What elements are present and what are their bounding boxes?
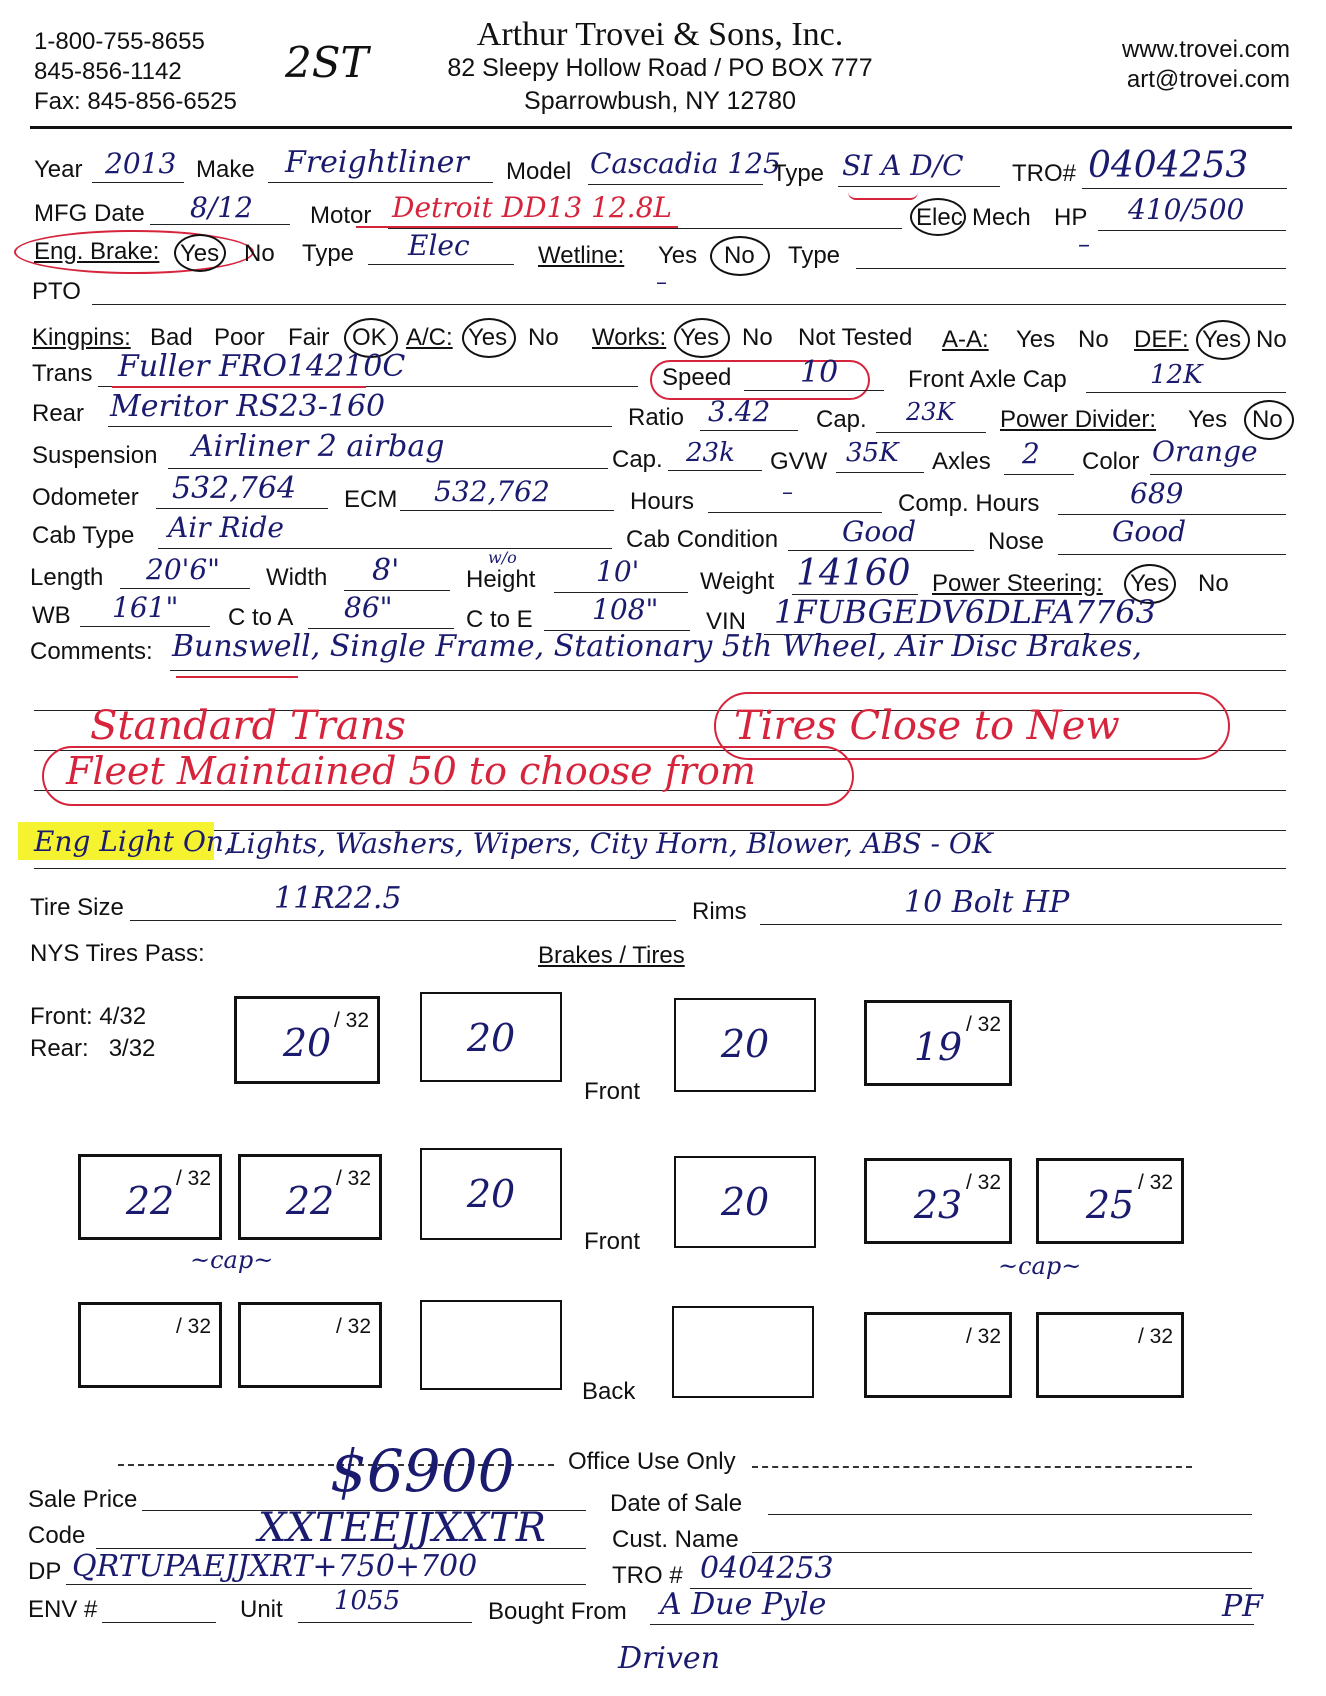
note-standard-trans: Standard Trans [90, 703, 406, 749]
header-divider [30, 126, 1292, 129]
suspension-cap-label: Cap. [612, 446, 663, 473]
tire-depth-value: 20 [466, 1172, 516, 1216]
note-fleet-maintained: Fleet Maintained 50 to choose from [66, 749, 756, 793]
rear-label: Rear [32, 400, 85, 427]
eng-light-on: Eng Light On, [34, 825, 233, 858]
def-label: DEF: [1134, 326, 1189, 353]
vin-label: VIN [706, 608, 747, 635]
c-to-a-value[interactable]: 86" [344, 591, 393, 624]
mech-option[interactable]: Mech [972, 204, 1031, 231]
aa-label: A-A: [942, 326, 989, 353]
type-value[interactable]: SI A D/C [842, 149, 964, 182]
note-tires-close-to-new: Tires Close to New [734, 703, 1120, 749]
per-32-label: / 32 [965, 1171, 1001, 1194]
weight-label: Weight [700, 568, 775, 595]
comp-hours-value[interactable]: 689 [1130, 477, 1184, 510]
wetline-yes[interactable]: Yes [658, 242, 698, 269]
initials: PF [1222, 1589, 1264, 1624]
back-label: Back [582, 1378, 636, 1405]
rear-cap-value[interactable]: 23K [906, 398, 955, 426]
fax-number: Fax: 845-856-6525 [34, 88, 237, 115]
front-axle-cap-label: Front Axle Cap [908, 366, 1067, 393]
speed-label: Speed [662, 364, 732, 391]
hp-dash: – [1078, 230, 1090, 258]
company-address-1: 82 Sleepy Hollow Road / PO BOX 777 [447, 54, 873, 82]
ratio-value[interactable]: 3.42 [708, 395, 771, 428]
tire-box-r2-6[interactable] [1036, 1158, 1184, 1244]
company-name: Arthur Trovei & Sons, Inc. [476, 16, 844, 53]
year-label: Year [34, 156, 83, 183]
tire-box-r2-1[interactable] [78, 1154, 222, 1240]
driven-note: Driven [618, 1641, 721, 1676]
cap-note-left: ~cap~ [190, 1246, 274, 1274]
make-value[interactable]: Freightliner [285, 145, 469, 180]
width-value[interactable]: 8' [372, 553, 400, 588]
eng-brake-yes[interactable]: Yes [180, 240, 220, 267]
wb-label: WB [32, 602, 71, 629]
model-label: Model [506, 158, 572, 185]
per-32-label: / 32 [965, 1013, 1001, 1036]
odometer-label: Odometer [32, 484, 139, 511]
nys-tires-pass-label: NYS Tires Pass: [30, 940, 205, 967]
front-axle-cap-value[interactable]: 12K [1150, 360, 1203, 390]
works-no[interactable]: No [742, 324, 773, 351]
c-to-e-value[interactable]: 108" [592, 593, 659, 626]
tire-box-r1-4[interactable] [864, 1000, 1012, 1086]
wetline-no[interactable]: No [724, 242, 755, 269]
brakes-tires-heading: Brakes / Tires [538, 942, 685, 969]
tire-box-r3-1[interactable] [78, 1302, 222, 1388]
color-value[interactable]: Orange [1152, 435, 1258, 468]
aa-yes[interactable]: Yes [1016, 326, 1056, 353]
power-steering-yes[interactable]: Yes [1130, 570, 1170, 597]
date-of-sale-label: Date of Sale [610, 1490, 743, 1517]
tire-depth-value: 20 [720, 1022, 770, 1066]
tire-size-value[interactable]: 11R22.5 [274, 881, 402, 916]
tire-box-r1-3[interactable] [674, 998, 816, 1092]
pto-dash: – [656, 270, 667, 295]
trans-label: Trans [32, 360, 93, 387]
unit-label: Unit [240, 1596, 283, 1623]
power-steering-no[interactable]: No [1198, 570, 1229, 597]
make-label: Make [196, 156, 255, 183]
code-label: Code [28, 1522, 86, 1549]
rear-tire-spec: Rear: 3/32 [30, 1035, 156, 1062]
tire-box-r2-5[interactable] [864, 1158, 1012, 1244]
nose-value[interactable]: Good [1112, 515, 1187, 548]
lights-check-ok: Lights, Washers, Wipers, City Horn, Blower, ABS - OK [228, 827, 993, 860]
ecm-value[interactable]: 532,762 [434, 475, 550, 508]
rims-value[interactable]: 10 Bolt HP [904, 885, 1070, 920]
type-label: Type [772, 160, 825, 187]
tro-label: TRO# [1012, 160, 1077, 187]
tire-depth-value: 20 [466, 1016, 516, 1060]
tire-box-r2-2[interactable] [238, 1154, 382, 1240]
height-label: Height [466, 566, 536, 593]
sale-price-value[interactable]: $6900 [330, 1437, 515, 1505]
kingpins-label: Kingpins: [32, 324, 131, 351]
rear-cap-label: Cap. [816, 406, 867, 433]
tire-box-r1-2[interactable] [420, 992, 562, 1082]
wb-value[interactable]: 161" [112, 591, 179, 624]
per-32-label: / 32 [1137, 1171, 1173, 1194]
front-tire-spec: Front: 4/32 [30, 1003, 147, 1030]
axles-value[interactable]: 2 [1022, 437, 1040, 470]
tire-box-r1-1[interactable] [234, 996, 380, 1084]
suspension-cap-value[interactable]: 23k [686, 438, 735, 468]
code-value[interactable]: XXTEEJJXXTR [258, 1505, 546, 1551]
elec-option[interactable]: Elec [916, 204, 963, 231]
gvw-value[interactable]: 35K [846, 438, 899, 468]
comments-label: Comments: [30, 638, 153, 665]
hp-value[interactable]: 410/500 [1128, 193, 1245, 226]
eng-brake-label: Eng. Brake: [34, 238, 160, 265]
kingpins-ok[interactable]: OK [352, 324, 387, 351]
ac-label: A/C: [406, 324, 453, 351]
motor-label: Motor [310, 202, 372, 229]
wetline-type-label: Type [788, 242, 841, 269]
c-to-a-label: C to A [228, 604, 294, 631]
year-value[interactable]: 2013 [105, 147, 177, 180]
mfg-date-value[interactable]: 8/12 [190, 191, 253, 224]
gvw-label: GVW [770, 448, 828, 475]
motor-value[interactable]: Detroit DD13 12.8L [392, 191, 672, 224]
length-label: Length [30, 564, 104, 591]
trans-value[interactable]: Fuller FRO14210C [118, 349, 406, 384]
per-32-label: / 32 [965, 1325, 1001, 1348]
works-label: Works: [592, 324, 667, 351]
kingpins-bad[interactable]: Bad [150, 324, 193, 351]
ac-yes[interactable]: Yes [468, 324, 508, 351]
kingpins-poor[interactable]: Poor [214, 324, 265, 351]
odometer-value[interactable]: 532,764 [172, 471, 297, 506]
tire-depth-value: 22 [125, 1179, 175, 1223]
front-label-2: Front [584, 1228, 641, 1255]
eng-brake-type-label: Type [302, 240, 355, 267]
power-divider-label: Power Divider: [1000, 406, 1157, 433]
speed-value[interactable]: 10 [800, 355, 839, 390]
tire-box-r3-4[interactable] [672, 1306, 814, 1398]
tire-box-r2-3[interactable] [420, 1148, 562, 1240]
suspension-label: Suspension [32, 442, 158, 469]
tire-box-r2-4[interactable] [674, 1156, 816, 1248]
cab-type-label: Cab Type [32, 522, 135, 549]
hours-value[interactable]: – [782, 480, 793, 505]
power-divider-no[interactable]: No [1252, 406, 1283, 433]
email-link[interactable]: art@trovei.com [1126, 66, 1290, 93]
cab-condition-label: Cab Condition [626, 526, 779, 553]
tire-box-r3-3[interactable] [420, 1300, 562, 1390]
works-not-tested[interactable]: Not Tested [798, 324, 913, 351]
comp-hours-label: Comp. Hours [898, 490, 1040, 517]
stamp-2st: 2ST [285, 38, 369, 87]
company-address-2: Sparrowbush, NY 12780 [524, 87, 796, 115]
eng-brake-type-value[interactable]: Elec [408, 229, 470, 262]
office-use-only-heading: Office Use Only [568, 1448, 736, 1475]
eng-brake-no[interactable]: No [244, 240, 275, 267]
tire-size-label: Tire Size [30, 894, 124, 921]
ecm-label: ECM [344, 486, 398, 513]
power-steering-label: Power Steering: [932, 570, 1103, 597]
works-yes[interactable]: Yes [680, 324, 720, 351]
phone-2: 845-856-1142 [34, 58, 182, 85]
comments-line-1[interactable]: Bunswell, Single Frame, Stationary 5th Wheel, Air Disc Brakes, [172, 629, 1142, 664]
nose-label: Nose [988, 528, 1045, 555]
tro-value[interactable]: 0404253 [1088, 145, 1249, 186]
pto-label: PTO [32, 278, 81, 305]
phone-1: 1-800-755-8655 [34, 28, 205, 55]
tire-depth-value: 19 [913, 1025, 963, 1069]
cust-name-label: Cust. Name [612, 1526, 739, 1553]
ratio-label: Ratio [628, 404, 685, 431]
height-note: w/o [488, 548, 517, 567]
cab-condition-value[interactable]: Good [842, 515, 917, 548]
wetline-label: Wetline: [538, 242, 625, 269]
tro-hash-label: TRO # [612, 1562, 683, 1589]
model-value[interactable]: Cascadia 125 [590, 147, 781, 180]
tire-depth-value: 22 [285, 1179, 335, 1223]
height-value[interactable]: 10' [596, 555, 640, 588]
env-label: ENV # [28, 1596, 98, 1623]
dp-value[interactable]: QRTUPAEJJXRT+750+700 [72, 1549, 478, 1584]
tire-depth-value: 20 [282, 1021, 332, 1065]
aa-no[interactable]: No [1078, 326, 1109, 353]
bought-from-value[interactable]: A Due Pyle [660, 1587, 827, 1622]
width-label: Width [266, 564, 328, 591]
vin-value[interactable]: 1FUBGEDV6DLFA7763 [774, 593, 1156, 631]
per-32-label: / 32 [175, 1315, 211, 1338]
hp-label: HP [1054, 204, 1088, 231]
per-32-label: / 32 [1137, 1325, 1173, 1348]
def-no[interactable]: No [1256, 326, 1287, 353]
website-link[interactable]: www.trovei.com [1121, 36, 1290, 63]
tire-depth-value: 20 [720, 1180, 770, 1224]
tire-depth-value: 25 [1085, 1183, 1135, 1227]
cap-note-right: ~cap~ [998, 1252, 1082, 1280]
sale-price-label: Sale Price [28, 1486, 138, 1513]
per-32-label: / 32 [335, 1315, 371, 1338]
weight-value[interactable]: 14160 [796, 553, 911, 594]
front-label-1: Front [584, 1078, 641, 1105]
per-32-label: / 32 [175, 1167, 211, 1190]
tro-hash-value[interactable]: 0404253 [700, 1551, 834, 1586]
tire-box-r3-6[interactable] [1036, 1312, 1184, 1398]
length-value[interactable]: 20'6" [146, 553, 221, 586]
color-label: Color [1082, 448, 1140, 475]
tire-depth-value: 23 [913, 1183, 963, 1227]
c-to-e-label: C to E [466, 606, 533, 633]
per-32-label: / 32 [335, 1167, 371, 1190]
dp-label: DP [28, 1558, 62, 1585]
rims-label: Rims [692, 898, 747, 925]
bought-from-label: Bought From [488, 1598, 627, 1625]
unit-value[interactable]: 1055 [334, 1586, 401, 1616]
ac-no[interactable]: No [528, 324, 559, 351]
def-yes[interactable]: Yes [1202, 326, 1242, 353]
power-divider-yes[interactable]: Yes [1188, 406, 1228, 433]
axles-label: Axles [932, 448, 991, 475]
suspension-value[interactable]: Airliner 2 airbag [192, 429, 445, 464]
cab-type-value[interactable]: Air Ride [168, 511, 284, 544]
hours-label: Hours [630, 488, 695, 515]
per-32-label: / 32 [333, 1009, 369, 1032]
tire-box-r3-5[interactable] [864, 1312, 1012, 1398]
kingpins-fair[interactable]: Fair [288, 324, 330, 351]
rear-value[interactable]: Meritor RS23-160 [110, 389, 386, 424]
mfg-date-label: MFG Date [34, 200, 145, 227]
tire-box-r3-2[interactable] [238, 1302, 382, 1388]
